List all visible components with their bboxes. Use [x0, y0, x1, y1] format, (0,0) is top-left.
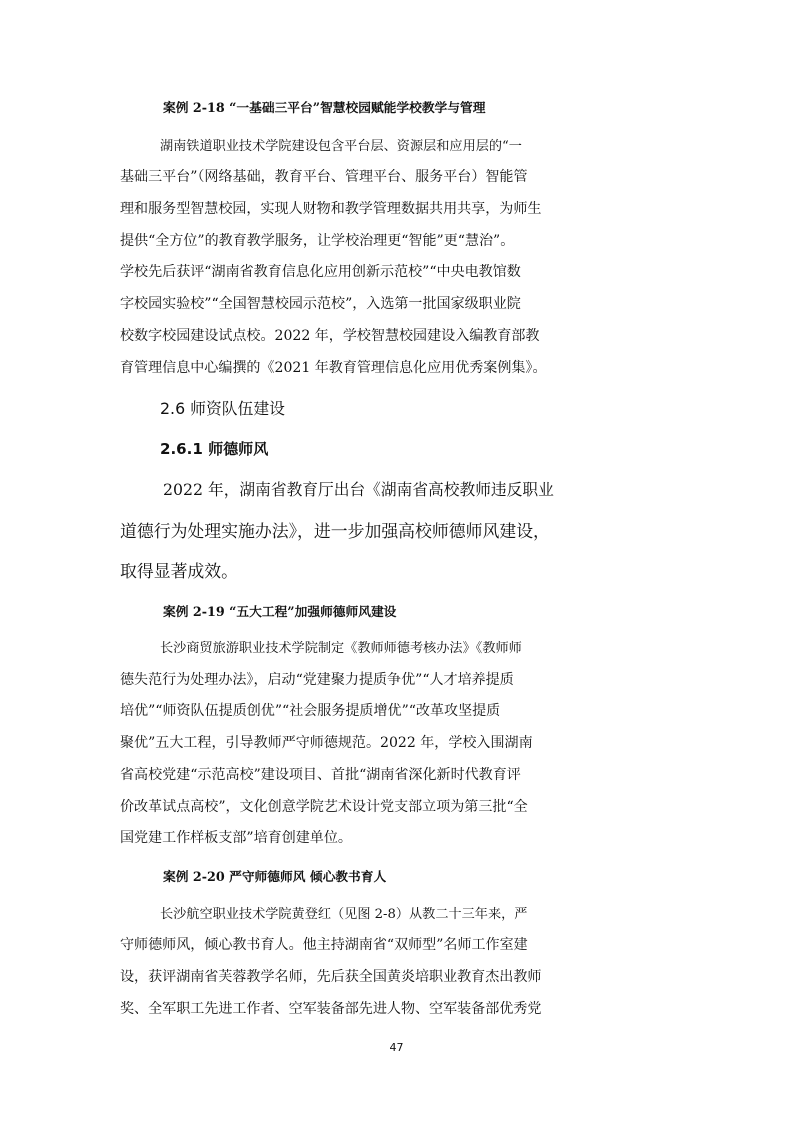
case-2-18-line-7: 校数字校园建设试点校。2022 年，学校智慧校园建设入编教育部教 [120, 328, 540, 344]
case-2-20-line-2: 守师德师风，倾心教书育人。他主持湖南省“双师型”名师工作室建 [120, 937, 528, 953]
case-2-19-line-4: 聚优”五大工程，引导教师严守师德规范。2022 年，学校入围湖南 [120, 735, 533, 751]
case-2-19-line-6: 价改革试点高校”，文化创意学院艺术设计党支部立项为第三批“全 [120, 799, 528, 815]
section-heading-2-6-1: 2.6.1 师德师风 [160, 440, 269, 458]
case-2-18-line-1: 湖南铁道职业技术学院建设包含平台层、资源层和应用层的“一 [160, 139, 522, 154]
case-2-20-title: 案例 2-20 严守师德师风 倾心教书育人 [163, 870, 387, 885]
case-2-19-line-5: 省高校党建“示范高校”建设项目、首批“湖南省深化新时代教育评 [120, 767, 521, 783]
intro-line-2: 道德行为处理实施办法》，进一步加强高校师德师风建设， [120, 521, 550, 541]
intro-line-1: 2022 年，湖南省教育厅出台《湖南省高校教师违反职业 [163, 480, 554, 499]
case-2-18-line-4: 提供“全方位”的教育教学服务，让学校治理更“智能”更“慧治”。 [120, 233, 515, 249]
case-2-18-line-8: 育管理信息中心编撰的《2021 年教育管理信息化应用优秀案例集》。 [120, 360, 547, 376]
case-2-20-line-3: 设，获评湖南省芙蓉教学名师，先后获全国黄炎培职业教育杰出教师 [120, 969, 542, 985]
case-2-18-line-5: 学校先后获评“湖南省教育信息化应用创新示范校”“中央电教馆数 [120, 264, 521, 280]
section-heading-2-6: 2.6 师资队伍建设 [160, 399, 285, 418]
intro-line-3: 取得显著成效。 [120, 561, 239, 581]
case-2-19-line-2: 德失范行为处理办法》，启动“党建聚力提质争优”“人才培养提质 [120, 672, 514, 688]
case-2-19-title: 案例 2-19 “五大工程”加强师德师风建设 [163, 605, 397, 620]
case-2-19-line-7: 国党建工作样板支部”培育创建单位。 [120, 830, 352, 846]
case-2-19-line-3: 培优”“师资队伍提质创优”“社会服务提质增优”“改革攻坚提质 [120, 703, 501, 719]
case-2-20-line-4: 奖、全军职工先进工作者、空军装备部先进人物、空军装备部优秀党 [120, 1001, 542, 1017]
case-2-18-line-2: 基础三平台”（网络基础，教育平台、管理平台、服务平台）智能管 [120, 169, 528, 185]
case-2-19-line-1: 长沙商贸旅游职业技术学院制定《教师师德考核办法》《教师师 [160, 641, 522, 656]
case-2-20-line-1: 长沙航空职业技术学院黄登红（见图 2-8）从教二十三年来，严 [160, 907, 528, 922]
case-2-18-line-6: 字校园实验校”“全国智慧校园示范校”，入选第一批国家级职业院 [120, 296, 521, 312]
page-number: 47 [389, 1041, 404, 1054]
case-2-18-line-3: 理和服务型智慧校园，实现人财物和教学管理数据共用共享，为师生 [120, 201, 542, 217]
case-2-18-title: 案例 2-18 “一基础三平台”智慧校园赋能学校教学与管理 [163, 101, 486, 116]
